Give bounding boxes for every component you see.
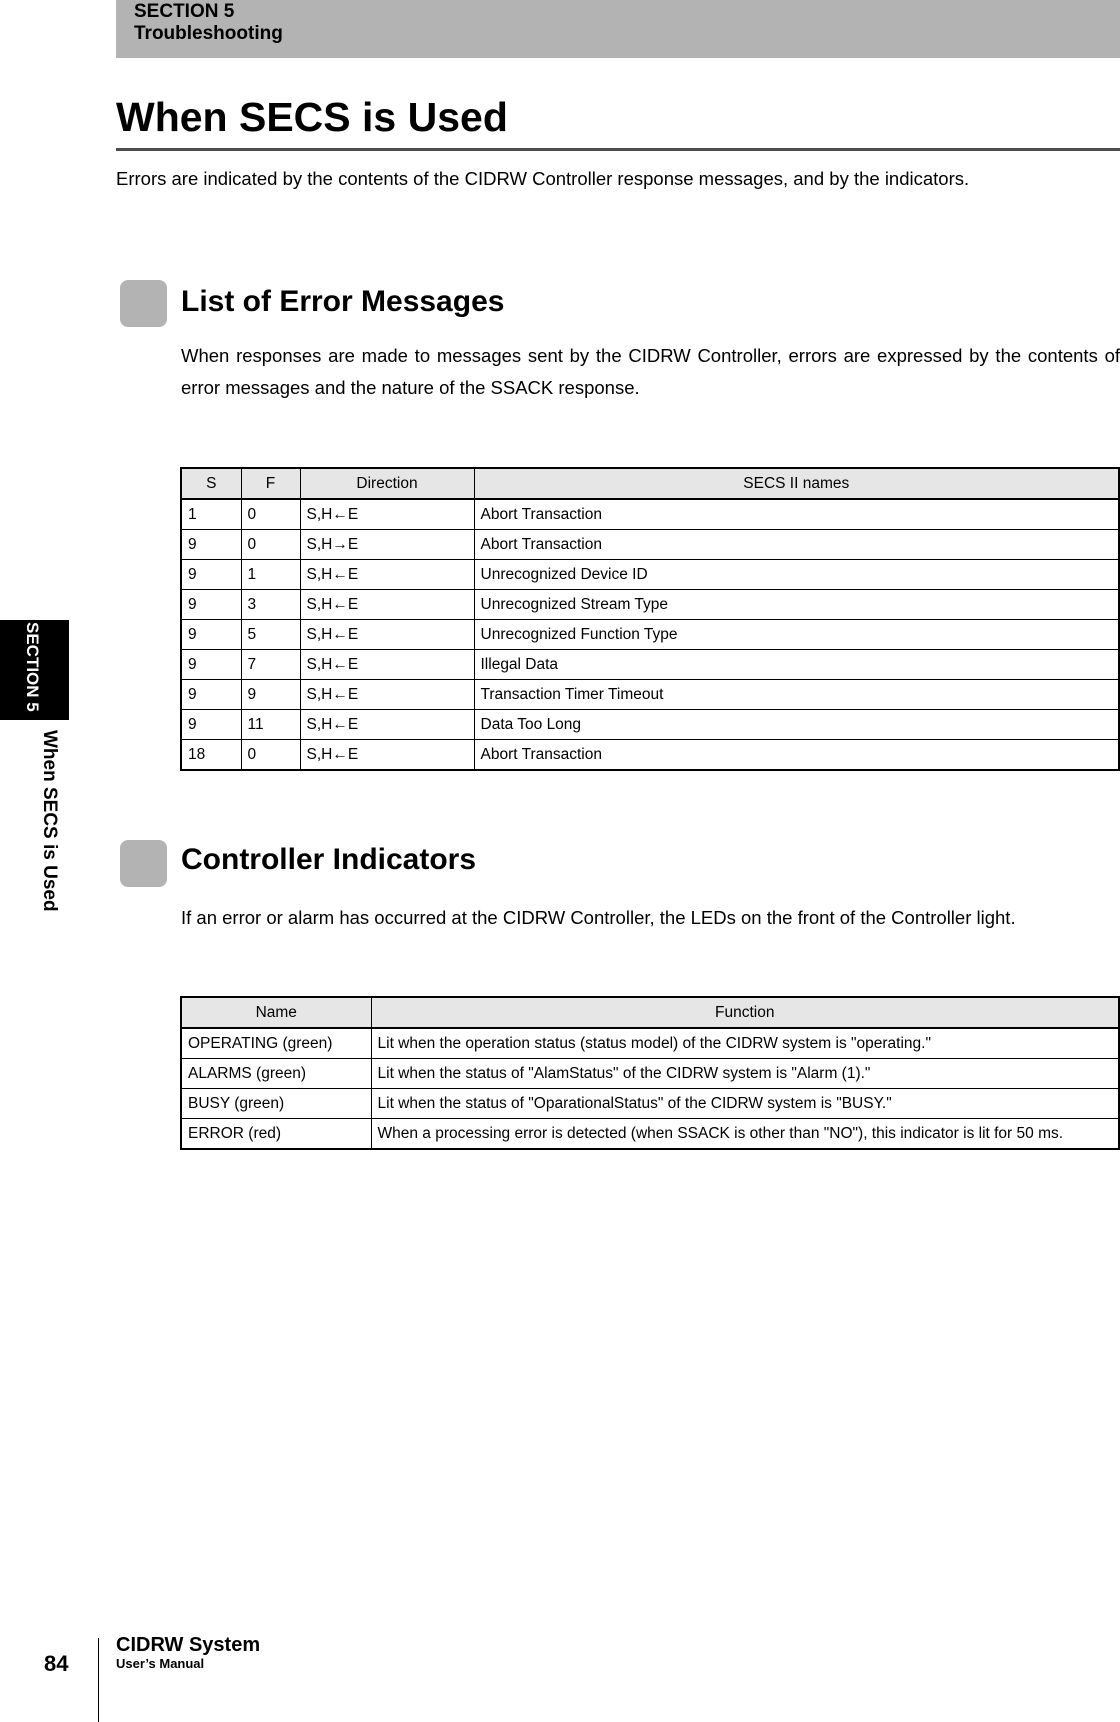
cell-direction: S,H←E [300,590,474,620]
cell-name: Unrecognized Device ID [474,560,1119,590]
cell-indicator-name: ERROR (red) [181,1119,371,1150]
cell-name: Transaction Timer Timeout [474,680,1119,710]
cell-direction: S,H←E [300,710,474,740]
table-row [181,530,1119,560]
table-row [181,499,1119,530]
section-header-bar [116,0,1120,58]
table-header-row [181,997,1119,1028]
cell-name: Unrecognized Stream Type [474,590,1119,620]
side-tab-section: SECTION 5 [23,622,42,712]
error-messages-description: When responses are made to messages sent by the CIDRW Controller, errors are expressed by the contents of error messages and the nature of the SSACK response. [181,345,1120,398]
cell-indicator-function: When a processing error is detected (when SSACK is other than "NO"), this indicator is lit for 50 ms. [371,1119,1119,1150]
column-header-function: Function [371,997,1119,1028]
section-marker-icon [120,280,167,327]
cell-s: 9 [181,710,241,740]
column-header-secs-names: SECS II names [474,468,1119,499]
cell-indicator-function: Lit when the operation status (status model) of the CIDRW system is "operating." [371,1028,1119,1059]
cell-f: 5 [241,620,300,650]
cell-s: 9 [181,530,241,560]
cell-f: 0 [241,499,300,530]
table-row [181,650,1119,680]
table-row [181,560,1119,590]
cell-indicator-name: BUSY (green) [181,1089,371,1119]
cell-f: 9 [241,680,300,710]
column-header-f: F [241,468,300,499]
cell-s: 18 [181,740,241,771]
table-row [181,710,1119,740]
table-row [181,1089,1119,1119]
cell-direction: S,H→E [300,530,474,560]
table-row [181,740,1119,771]
column-header-s: S [181,468,241,499]
error-messages-heading: List of Error Messages [181,285,505,318]
cell-s: 9 [181,560,241,590]
cell-name: Abort Transaction [474,499,1119,530]
cell-direction: S,H←E [300,680,474,710]
cell-name: Abort Transaction [474,530,1119,560]
cell-name: Unrecognized Function Type [474,620,1119,650]
cell-f: 11 [241,710,300,740]
table-row [181,1119,1119,1150]
cell-f: 3 [241,590,300,620]
table-header-row [181,468,1119,499]
cell-s: 9 [181,590,241,620]
table-row [181,1059,1119,1089]
indicators-description: If an error or alarm has occurred at the CIDRW Controller, the LEDs on the front of the Controller light. [181,907,1016,928]
cell-s: 9 [181,650,241,680]
cell-direction: S,H←E [300,560,474,590]
page-number: 84 [44,1651,69,1676]
cell-name: Illegal Data [474,650,1119,680]
error-messages-table [180,467,1120,771]
side-tab-title: When SECS is Used [39,730,60,912]
table-row [181,680,1119,710]
cell-direction: S,H←E [300,650,474,680]
page-title: When SECS is Used [116,94,508,140]
cell-indicator-function: Lit when the status of "OparationalStatus" of the CIDRW system is "BUSY." [371,1089,1119,1119]
cell-s: 1 [181,499,241,530]
cell-indicator-name: OPERATING (green) [181,1028,371,1059]
cell-name: Abort Transaction [474,740,1119,771]
column-header-name: Name [181,997,371,1028]
section-marker-icon [120,840,167,887]
table-row [181,590,1119,620]
cell-name: Data Too Long [474,710,1119,740]
title-divider [116,148,1120,151]
cell-indicator-name: ALARMS (green) [181,1059,371,1089]
cell-indicator-function: Lit when the status of "AlamStatus" of the CIDRW system is "Alarm (1)." [371,1059,1119,1089]
column-header-direction: Direction [300,468,474,499]
intro-text: Errors are indicated by the contents of the CIDRW Controller response messages, and by the indicators. [116,168,970,189]
indicators-heading: Controller Indicators [181,843,477,876]
cell-f: 7 [241,650,300,680]
cell-s: 9 [181,680,241,710]
footer-document-name: User’s Manual [116,1656,205,1671]
cell-f: 0 [241,740,300,771]
footer-product-name: CIDRW System [116,1634,261,1656]
cell-f: 0 [241,530,300,560]
cell-direction: S,H←E [300,499,474,530]
cell-f: 1 [241,560,300,590]
cell-direction: S,H←E [300,620,474,650]
section-number: SECTION 5 [134,1,235,22]
cell-s: 9 [181,620,241,650]
cell-direction: S,H←E [300,740,474,771]
footer-divider [98,1638,99,1722]
indicators-table [180,996,1120,1150]
table-row [181,620,1119,650]
section-chapter: Troubleshooting [134,23,283,44]
table-row [181,1028,1119,1059]
